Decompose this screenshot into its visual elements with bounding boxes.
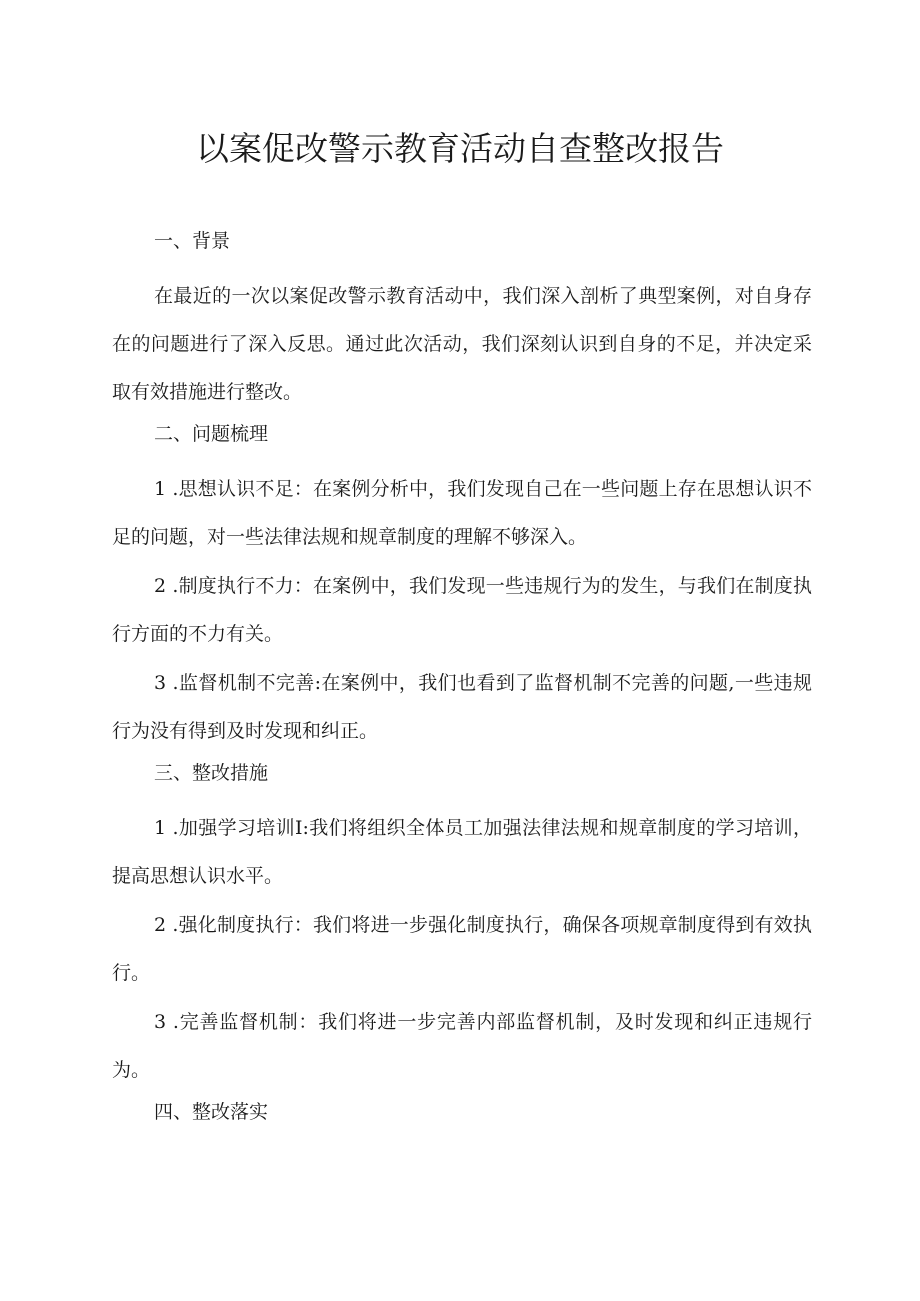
document-body xyxy=(112,224,812,1143)
document-title: 以案促改警示教育活动自查整改报告 xyxy=(196,129,724,168)
issue-item-2: 2 .制度执行不力：在案例中，我们发现一些违规行为的发生，与我们在制度执行方面的不力有关。 xyxy=(112,575,812,645)
section-heading-background: 一、背景 xyxy=(154,230,231,252)
section-heading-measures: 三、整改措施 xyxy=(154,762,269,784)
section-heading-issues: 二、问题梳理 xyxy=(154,423,269,445)
measure-item-1: 1 .加强学习培训I:我们将组织全体员工加强法律法规和规章制度的学习培训，提高思想认识水平。 xyxy=(112,817,812,887)
measure-item-2: 2 .强化制度执行：我们将进一步强化制度执行，确保各项规章制度得到有效执行。 xyxy=(112,914,812,984)
issue-item-1: 1 .思想认识不足：在案例分析中，我们发现自己在一些问题上存在思想认识不足的问题，对一些法律法规和规章制度的理解不够深入。 xyxy=(112,478,812,548)
section-heading-implementation: 四、整改落实 xyxy=(154,1101,269,1123)
measure-item-3: 3 .完善监督机制：我们将进一步完善内部监督机制，及时发现和纠正违规行为。 xyxy=(112,1011,812,1081)
issue-item-3: 3 .监督机制不完善:在案例中，我们也看到了监督机制不完善的问题,一些违规行为没有得到及时发现和纠正。 xyxy=(112,672,812,742)
background-paragraph: 在最近的一次以案促改警示教育活动中，我们深入剖析了典型案例，对自身存在的问题进行了深入反思。通过此次活动，我们深刻认识到自身的不足，并决定采取有效措施进行整改。 xyxy=(112,285,812,403)
